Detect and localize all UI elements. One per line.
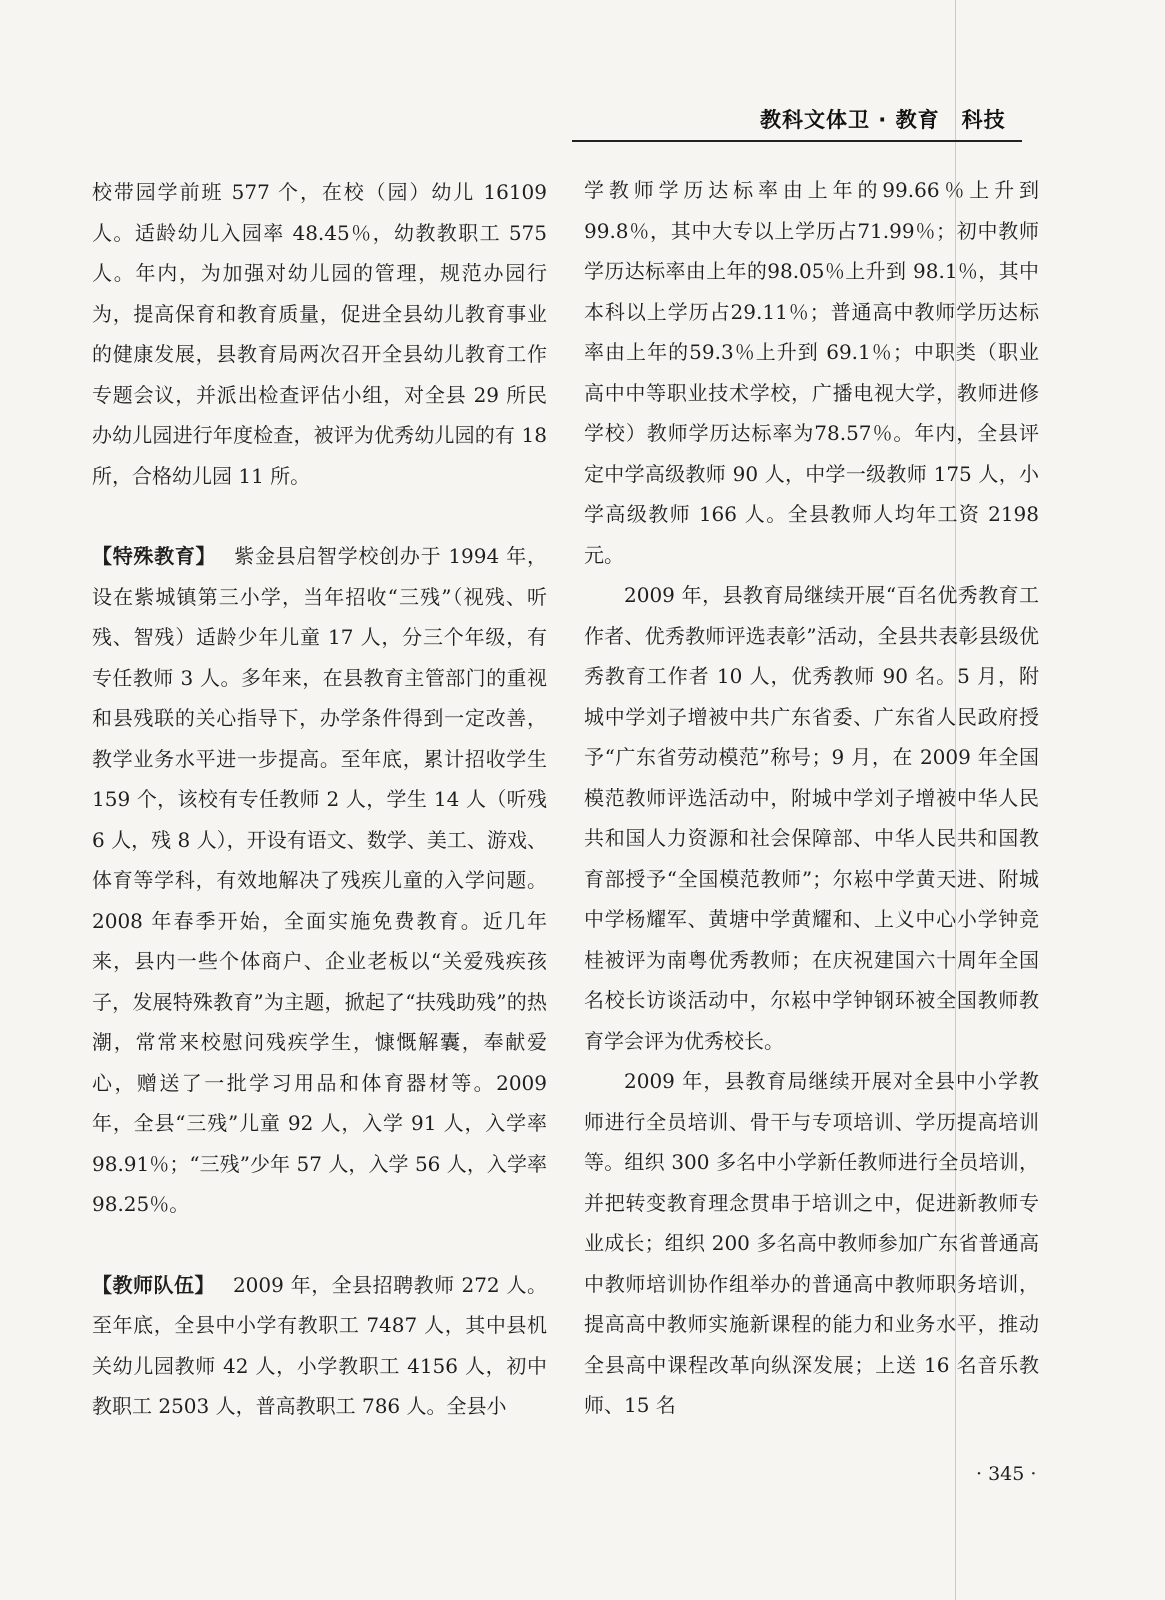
page-number: · 345 · (976, 1463, 1037, 1485)
header-rule (572, 140, 1022, 142)
qualification-paragraph: 学教师学历达标率由上年的99.66％上升到 99.8％，其中大专以上学历占71.99％；初中教师学历达标率由上年的98.05％上升到 98.1％，其中本科以上学历占29.11％；普通高中教师学历达标率由上年的59.3％上升到 69.1％；中职类（职业高中中等职业技术学校，广播电视大学，教师进修学校）教师学历达标率为78.57％。年内，全县评定中学高级教师 90 人，中学一级教师 175 人，小学高级教师 166 人。全县教师人均年工资 2198 元。 (584, 178, 1039, 567)
awards-paragraph: 2009 年，县教育局继续开展“百名优秀教育工作者、优秀教师评选表彰”活动，全县共表彰县级优秀教育工作者 10 人，优秀教师 90 名。5 月，附城中学刘子增被中共广东省委、广东省人民政府授予“广东省劳动模范”称号；9 月，在 2009 年全国模范教师评选活动中，附城中学刘子增被中华人民共和国人力资源和社会保障部、中华人民共和国教育部授予“全国模范教师”；尔崧中学黄天进、附城中学杨耀军、黄塘中学黄耀和、上义中心小学钟竞桂被评为南粤优秀教师；在庆祝建国六十周年全国名校长访谈活动中，尔崧中学钟钢环被全国教师教育学会评为优秀校长。 (584, 583, 1039, 1053)
training-paragraph: 2009 年，县教育局继续开展对全县中小学教师进行全员培训、骨干与专项培训、学历提高培训等。组织 300 多名中小学新任教师进行全员培训，并把转变教育理念贯串于培训之中，促进新教师专业成长；组织 200 多名高中教师参加广东省普通高中教师培训协作组举办的普通高中教师职务培训，提高高中教师实施新课程的能力和业务水平，推动全县高中课程改革向纵深发展；上送 16 名音乐教师、15 名 (584, 1069, 1039, 1417)
special-education-section (92, 536, 547, 1225)
teacher-team-body: 2009 年，全县招聘教师 272 人。至年底，全县中小学有教职工 7487 人，其中县机关幼儿园教师 42 人，小学教职工 4156 人，初中教职工 2503 人，普高教职工 786 人。全县小 (92, 1272, 547, 1418)
right-column (584, 170, 1039, 1426)
special-education-heading: 【特殊教育】 (92, 544, 217, 568)
teacher-team-heading: 【教师队伍】 (92, 1272, 215, 1297)
running-header: 教科文体卫 · 教育 科技 (760, 108, 1006, 132)
teacher-team-section (92, 1265, 547, 1427)
special-education-body: 紫金县启智学校创办于 1994 年，设在紫城镇第三小学，当年招收“三残”（视残、听残、智残）适龄少年儿童 17 人，分三个年级，有专任教师 3 人。多年来，在县教育主管部门的重视和县残联的关心指导下，办学条件得到一定改善，教学业务水平进一步提高。至年底，累计招收学生 159 个，该校有专任教师 2 人，学生 14 人（听残 6 人，残 8 人），开设有语文、数学、美工、游戏、体育等学科，有效地解决了残疾儿童的入学问题。2008 年春季开始，全面实施免费教育。近几年来，县内一些个体商户、企业老板以“关爱残疾孩子，发展特殊教育”为主题，掀起了“扶残助残”的热潮，常常来校慰问残疾学生，慷慨解囊，奉献爱心，赠送了一批学习用品和体育器材等。2009 年，全县“三残”儿童 92 人，入学 91 人，入学率 98.91％；“三残”少年 57 人，入学 56 人，入学率98.25％。 (92, 544, 547, 1216)
kindergarten-paragraph: 校带园学前班 577 个，在校（园）幼儿 16109 人。适龄幼儿入园率 48.45％，幼教教职工 575 人。年内，为加强对幼儿园的管理，规范办园行为，提高保育和教育质量，促进全县幼儿教育事业的健康发展，县教育局两次召开全县幼儿教育工作专题会议，并派出检查评估小组，对全县 29 所民办幼儿园进行年度检查，被评为优秀幼儿园的有 18 所，合格幼儿园 11 所。 (92, 180, 547, 488)
left-column (92, 172, 547, 1427)
